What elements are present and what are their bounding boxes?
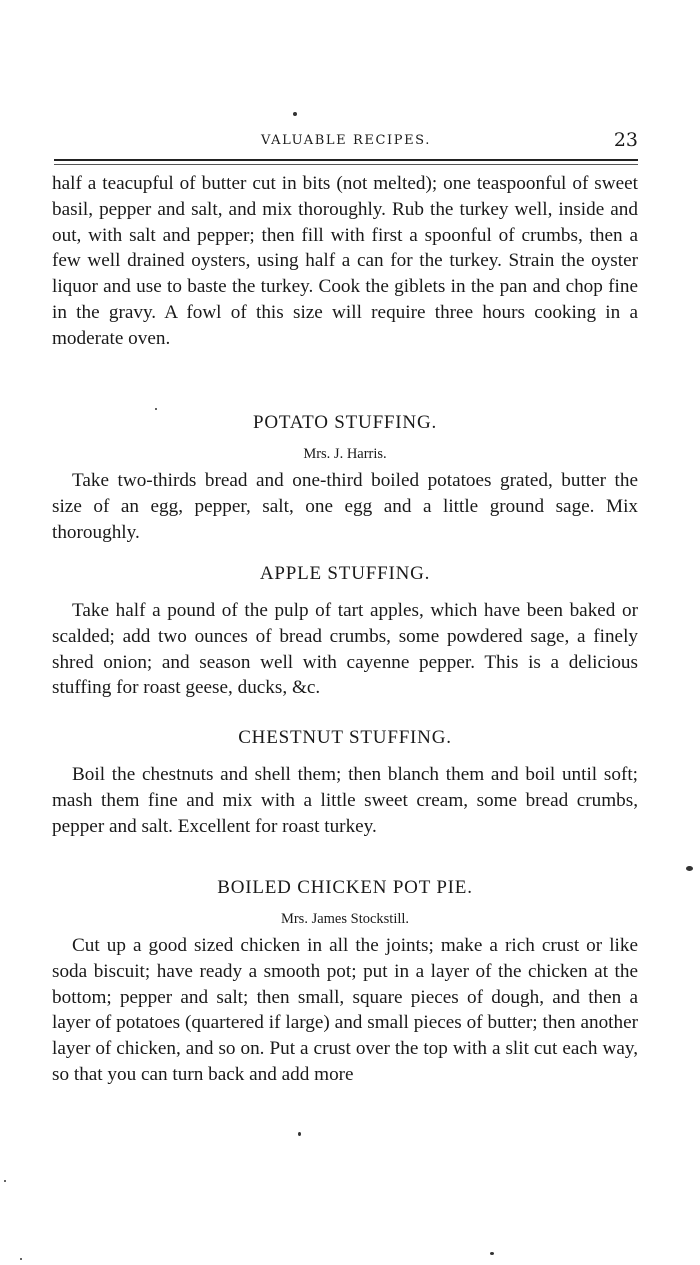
page-number: 23	[613, 129, 638, 151]
recipe-body-boiled-chicken-pot-pie: Cut up a good sized chicken in all the joints; make a rich crust or like soda biscuit; have ready a smooth pot; put in a layer of the chicken at the bottom; pepper and salt; then small, square pieces of dough, and then a layer of potatoes (quartered if large) and small pieces of butter; then another layer of chicken, and so on. Put a crust over the top with a slit cut each way, so that you can turn back and add more	[52, 935, 638, 1085]
recipe-body-block-boiled-chicken-pot-pie	[52, 933, 638, 1088]
print-speck	[293, 112, 297, 116]
recipe-author-boiled-chicken-pot-pie: Mrs. James Stockstill.	[280, 911, 410, 927]
header-rule	[54, 159, 638, 161]
recipe-title-potato-stuffing: POTATO STUFFING.	[252, 412, 438, 433]
print-speck	[298, 1132, 301, 1136]
intro-paragraph-block	[52, 171, 638, 352]
intro-paragraph: half a teacupful of butter cut in bits (not melted); one teaspoonful of sweet basil, pepper and salt, and mix thoroughly. Rub the turkey well, inside and out, with salt and pepper; then fill with first a spoonful of crumbs, then a few well drained oysters, using half a can for the turkey. Strain the oyster liquor and use to baste the turkey. Cook the giblets in the pan and chop fine in the gravy. A fowl of this size will require three hours cooking in a moderate oven.	[52, 173, 638, 349]
recipe-title-chestnut-stuffing: CHESTNUT STUFFING.	[238, 727, 452, 748]
recipe-title-boiled-chicken-pot-pie: BOILED CHICKEN POT PIE.	[217, 877, 473, 898]
recipe-title-apple-stuffing: APPLE STUFFING.	[259, 563, 431, 584]
header-rule-thin	[54, 164, 638, 165]
recipe-body-block-chestnut-stuffing	[52, 762, 638, 839]
print-speck	[20, 1258, 22, 1260]
recipe-body-apple-stuffing: Take half a pound of the pulp of tart apples, which have been baked or scalded; add two ounces of bread crumbs, some powdered sage, a finely shred onion; and season well with cayenne pepper. This is a delicious stuffing for roast geese, ducks, &c.	[52, 600, 638, 699]
recipe-author-potato-stuffing: Mrs. J. Harris.	[303, 446, 387, 462]
recipe-body-potato-stuffing: Take two-thirds bread and one-third boiled potatoes grated, butter the size of an egg, pepper, salt, one egg and a little ground sage. Mix thoroughly.	[52, 470, 638, 543]
running-head	[54, 131, 638, 155]
recipe-body-block-apple-stuffing	[52, 598, 638, 701]
print-speck	[155, 408, 157, 410]
recipe-body-chestnut-stuffing: Boil the chestnuts and shell them; then blanch them and boil until soft; mash them fine and mix with a little sweet cream, some bread crumbs, pepper and salt. Excellent for roast turkey.	[52, 764, 638, 837]
print-speck	[4, 1180, 6, 1182]
recipe-body-block-potato-stuffing	[52, 468, 638, 545]
print-speck	[490, 1252, 494, 1255]
running-title: VALUABLE RECIPES.	[261, 133, 431, 148]
print-speck	[686, 866, 693, 871]
